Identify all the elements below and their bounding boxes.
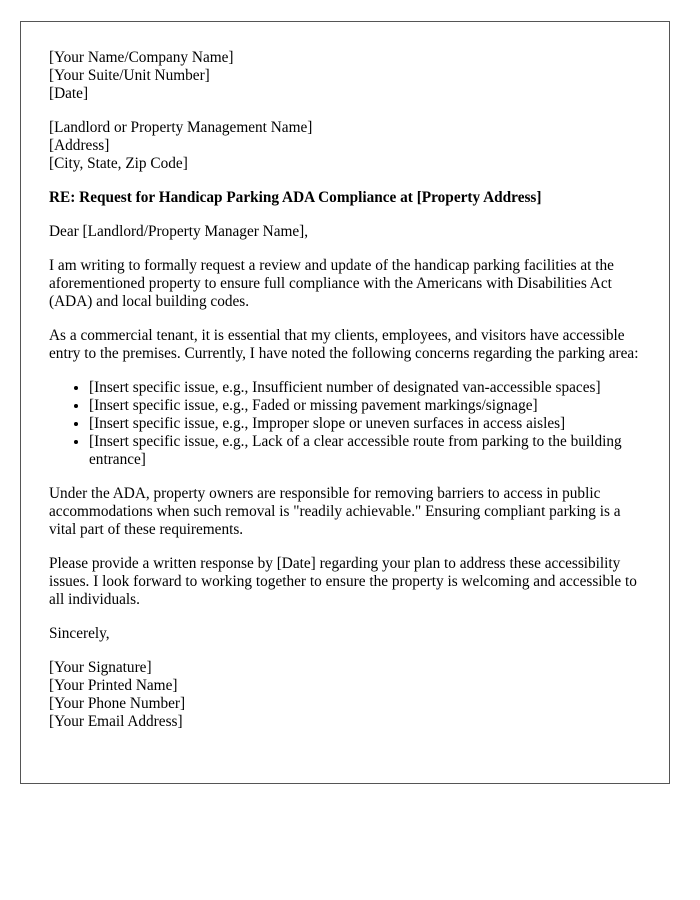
email-address: [Your Email Address] [49, 713, 183, 730]
recipient-address: [Address] [49, 137, 110, 154]
recipient-city: [City, State, Zip Code] [49, 155, 188, 172]
issue-list [49, 379, 649, 469]
sender-suite: [Your Suite/Unit Number] [49, 67, 210, 84]
phone-number: [Your Phone Number] [49, 695, 186, 712]
issue-list-item: • [Insert specific issue, e.g., Insufficient number of designated van-accessible spaces] [89, 379, 649, 397]
issue-list-item: • [Insert specific issue, e.g., Improper slope or uneven surfaces in access aisles] [89, 415, 649, 433]
subject-line: RE: Request for Handicap Parking ADA Compliance at [Property Address] [49, 189, 542, 206]
body-paragraph-3: Under the ADA, property owners are responsible for removing barriers to access in public accommodations when such removal is "readily achievable." Ensuring compliant parking is a vital part of these requirements. [49, 485, 621, 538]
signature-block [49, 659, 649, 731]
sender-block [49, 49, 649, 103]
body-paragraph-4: Please provide a written response by [Date] regarding your plan to address these accessibility issues. I look forward to working together to ensure the property is welcoming and accessible to all individuals. [49, 555, 637, 608]
body-paragraph-1: I am writing to formally request a review and update of the handicap parking facilities at the aforementioned property to ensure full compliance with the Americans with Disabilities Act (ADA) and local building codes. [49, 257, 614, 310]
issue-list-item: • [Insert specific issue, e.g., Lack of a clear accessible route from parking to the building entrance] [89, 433, 649, 469]
recipient-name: [Landlord or Property Management Name] [49, 119, 313, 136]
salutation: Dear [Landlord/Property Manager Name], [49, 223, 309, 240]
letter-page [20, 21, 670, 784]
sender-name: [Your Name/Company Name] [49, 49, 234, 66]
body-paragraph-2: As a commercial tenant, it is essential that my clients, employees, and visitors have accessible entry to the premises. Currently, I have noted the following concerns regarding the parking area: [49, 327, 639, 362]
recipient-block [49, 119, 649, 173]
signature: [Your Signature] [49, 659, 152, 676]
closing: Sincerely, [49, 625, 110, 642]
letter-date: [Date] [49, 85, 89, 102]
issue-list-item: • [Insert specific issue, e.g., Faded or missing pavement markings/signage] [89, 397, 649, 415]
printed-name: [Your Printed Name] [49, 677, 178, 694]
